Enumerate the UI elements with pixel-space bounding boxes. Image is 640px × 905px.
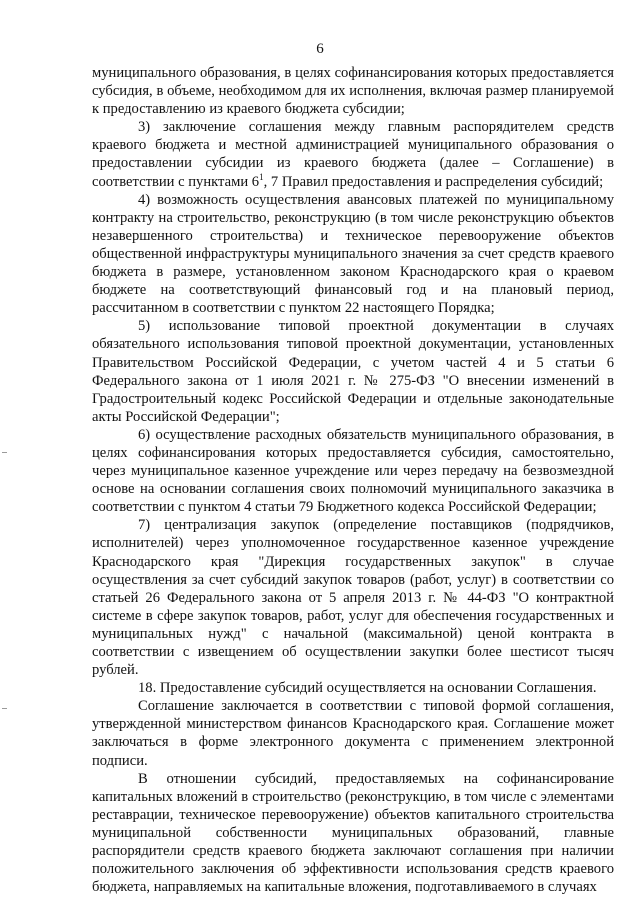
paragraph-item-6: 6) осуществление расходных обязательств муниципального образования, в целях софинансирования которых предоставляется субсидия, самостоятельно, через муниципальное казенное учреждение или через передачу на безвозмездной основе на основании соглашения своих полномочий муниципального заказчика в соответствии с пунктом 4 статьи 79 Бюджетного кодекса Российской Федерации; (92, 426, 614, 516)
paragraph-capital-investments: В отношении субсидий, предоставляемых на софинансирование капитальных вложений в строительство (реконструкцию, в том числе с элементами реставрации, техническое перевооружение) объектов капитального строительства муниципальной собственности муниципальных образований, главные распорядители средств краевого бюджета заключают соглашения при наличии положительного заключения об эффективности использования средств краевого бюджета, направляемых на капитальные вложения, подготавливаемого в случаях (92, 770, 614, 896)
document-body (92, 64, 614, 896)
scan-margin-mark (2, 708, 7, 709)
paragraph-section-18: 18. Предоставление субсидий осуществляется на основании Соглашения. (138, 680, 597, 697)
paragraph-item-3-tail: , 7 Правил предоставления и распределения субсидий; (263, 173, 604, 190)
paragraph-item-3-text: 3) заключение соглашения между главным распорядителем средств краевого бюджета и местной администрацией муниципального образования о предоставлении субсидии из краевого бюджета (далее – Соглашение) в соответствии с пунктами 6 (92, 119, 614, 190)
page-number: 6 (316, 41, 324, 57)
paragraph-continuation: муниципального образования, в целях софинансирования которых предоставляется субсидия, в объеме, необходимом для их исполнения, включая размер планируемой к предоставлению из краевого бюджета субсидии; (92, 65, 614, 118)
footnote-superscript: 1 (259, 171, 264, 182)
paragraph-agreement: Соглашение заключается в соответствии с типовой формой соглашения, утвержденной министерством финансов Краснодарского края. Соглашение может заключаться в форме электронного документа с применением электронной подписи. (92, 698, 614, 769)
paragraph-item-4: 4) возможность осуществления авансовых платежей по муниципальному контракту на строительство, реконструкцию (в том числе реконструкцию объектов незавершенного строительства) и техническое перевооружение объектов общественной инфраструктуры муниципального значения за счет средств краевого бюджета в размере, установленном законом Краснодарского края о краевом бюджете на соответствующий финансовый год и на плановый период, рассчитанном в соответствии с пунктом 22 настоящего Порядка; (92, 191, 614, 317)
paragraph-item-5: 5) использование типовой проектной документации в случаях обязательного использования типовой проектной документации, установленных Правительством Российской Федерации, с учетом частей 4 и 5 статьи 6 Федерального закона от 1 июля 2021 г. № 275-ФЗ "О внесении изменений в Градостроительный кодекс Российской Федерации и отдельные законодательные акты Российской Федерации"; (92, 318, 614, 425)
scan-margin-mark (2, 452, 7, 453)
paragraph-item-7: 7) централизация закупок (определение поставщиков (подрядчиков, исполнителей) через уполномоченное государственное казенное учреждение Краснодарского края "Дирекция государственных закупок" в случае осуществления за счет субсидий закупок товаров (работ, услуг) в соответствии со статьей 26 Федерального закона от 5 апреля 2013 г. № 44-ФЗ "О контрактной системе в сфере закупок товаров, работ, услуг для обеспечения государственных и муниципальных нужд" с начальной (максимальной) ценой контракта в соответствии с извещением об осуществлении закупки более шестисот тысяч рублей. (92, 517, 614, 679)
paragraph-item-3 (92, 118, 614, 190)
